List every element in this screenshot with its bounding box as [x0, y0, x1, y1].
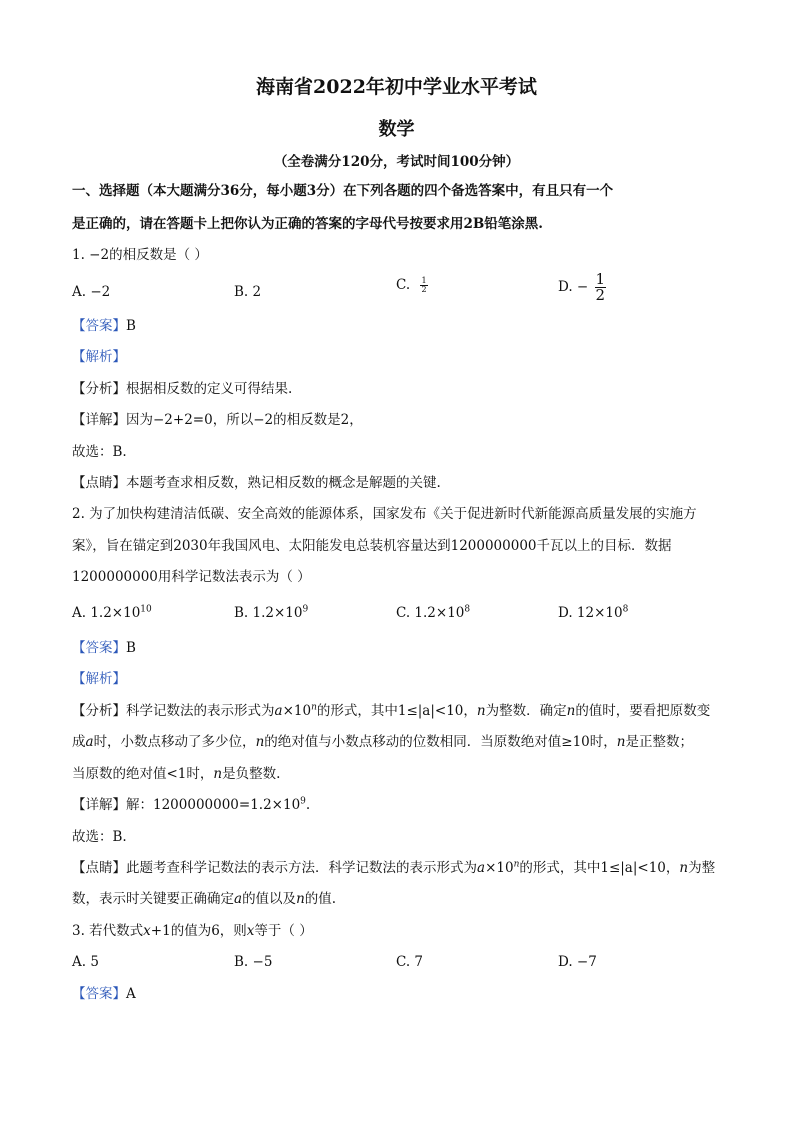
q1-option-c-numerator: 1: [421, 276, 427, 285]
q2-stem-line2: 案》，旨在锚定到2030年我国风电、太阳能发电总装机容量达到1200000000千瓦以上的目标．数据: [72, 538, 672, 554]
q1-option-c: [396, 276, 428, 294]
q2-option-c: C. $1.2\times 10^8$: [396, 604, 471, 621]
xiangjie-label: 【详解】: [72, 412, 126, 428]
analysis-label: 【解析】: [72, 671, 126, 687]
q3-option-a: A. 5: [72, 954, 99, 970]
q1-option-c-label: C.: [396, 277, 411, 293]
q2-fenxi-line2: 成a时，小数点移动了多少位，n的绝对值与小数点移动的位数相同．当原数绝对值≥10时，n是正整数；: [72, 734, 693, 750]
q3-option-d: D. −7: [558, 954, 597, 970]
answer-label: 【答案】: [72, 640, 126, 656]
q1-dianjing: 【点睛】本题考查求相反数，熟记相反数的概念是解题的关键.: [72, 475, 441, 491]
q1-option-d-fraction: [595, 272, 607, 303]
q2-fenxi-line3: 当原数的绝对值<1时，n是负整数.: [72, 766, 281, 782]
q2-stem-line3: 1200000000用科学记数法表示为（ ）: [72, 569, 311, 585]
q2-answer: 【答案】B: [72, 640, 136, 656]
q1-fenxi: 【分析】根据相反数的定义可得结果.: [72, 381, 293, 397]
q2-dianjing-line2: 数，表示时关键要正确确定a的值以及n的值.: [72, 891, 337, 907]
answer-label: 【答案】: [72, 986, 126, 1002]
q3-option-b: B. −5: [234, 954, 273, 970]
q2-fenxi-line1: 【分析】科学记数法的表示形式为$a\times 10^n$的形式，其中1≤|a|<10，n为整数．确定n的值时，要看把原数变: [72, 702, 711, 719]
q2-option-a: A. $1.2\times 10^{10}$: [72, 604, 152, 621]
q1-option-c-denominator: 2: [421, 285, 427, 294]
dianjing-label: 【点睛】: [72, 860, 126, 876]
q1-answer: 【答案】B: [72, 318, 136, 334]
analysis-label: 【解析】: [72, 349, 126, 365]
q2-option-b: B. $1.2\times 10^9$: [234, 604, 309, 621]
q2-dianjing-line1: 【点睛】此题考查科学记数法的表示方法．科学记数法的表示形式为$a\times 10^n$的形式，其中1≤|a|<10，n为整: [72, 859, 716, 876]
q1-xiangjie: 【详解】因为−2+2=0，所以−2的相反数是2，: [72, 412, 363, 428]
q1-option-a: A. −2: [72, 284, 111, 300]
q1-option-d-denominator: 2: [595, 286, 606, 304]
exam-title: 海南省2022年初中学业水平考试: [256, 76, 537, 98]
xiangjie-label: 【详解】: [72, 797, 126, 813]
q3-option-c: C. 7: [396, 954, 424, 970]
q2-option-d: D. $12\times 10^8$: [558, 604, 629, 621]
exam-note: （全卷满分120分，考试时间100分钟）: [273, 154, 520, 170]
q1-guxuan: 故选：B.: [72, 444, 127, 460]
q2-stem-line1: 2. 为了加快构建清洁低碳、安全高效的能源体系，国家发布《关于促进新时代新能源高质量发展的实施方: [72, 506, 697, 522]
fenxi-label: 【分析】: [72, 703, 126, 719]
q1-analysis: [72, 348, 126, 366]
q1-option-d-label: D. −: [558, 279, 589, 295]
answer-label: 【答案】: [72, 318, 126, 334]
q1-option-d-numerator: 1: [595, 270, 606, 288]
fenxi-label: 【分析】: [72, 381, 126, 397]
section-instruction-line2: 是正确的，请在答题卡上把你认为正确的答案的字母代号按要求用2B铅笔涂黑.: [72, 216, 544, 232]
q2-analysis: [72, 670, 126, 688]
dianjing-label: 【点睛】: [72, 475, 126, 491]
q1-option-b: B. 2: [234, 284, 262, 300]
section-instruction-line1: 一、选择题（本大题满分36分，每小题3分）在下列各题的四个备选答案中，有且只有一个: [72, 183, 614, 199]
q2-xiangjie: 【详解】解：$1200000000=1.2\times 10^9$.: [72, 796, 311, 813]
q2-guxuan: 故选：B.: [72, 829, 127, 845]
q1-option-d: [558, 272, 606, 303]
subject-title: 数学: [378, 119, 415, 140]
q3-answer: 【答案】A: [72, 986, 136, 1002]
q1-option-c-fraction: [420, 277, 427, 294]
q3-stem: 3. 若代数式x+1的值为6，则x等于（ ）: [72, 923, 313, 939]
q1-stem: 1. −2的相反数是（ ）: [72, 247, 208, 263]
